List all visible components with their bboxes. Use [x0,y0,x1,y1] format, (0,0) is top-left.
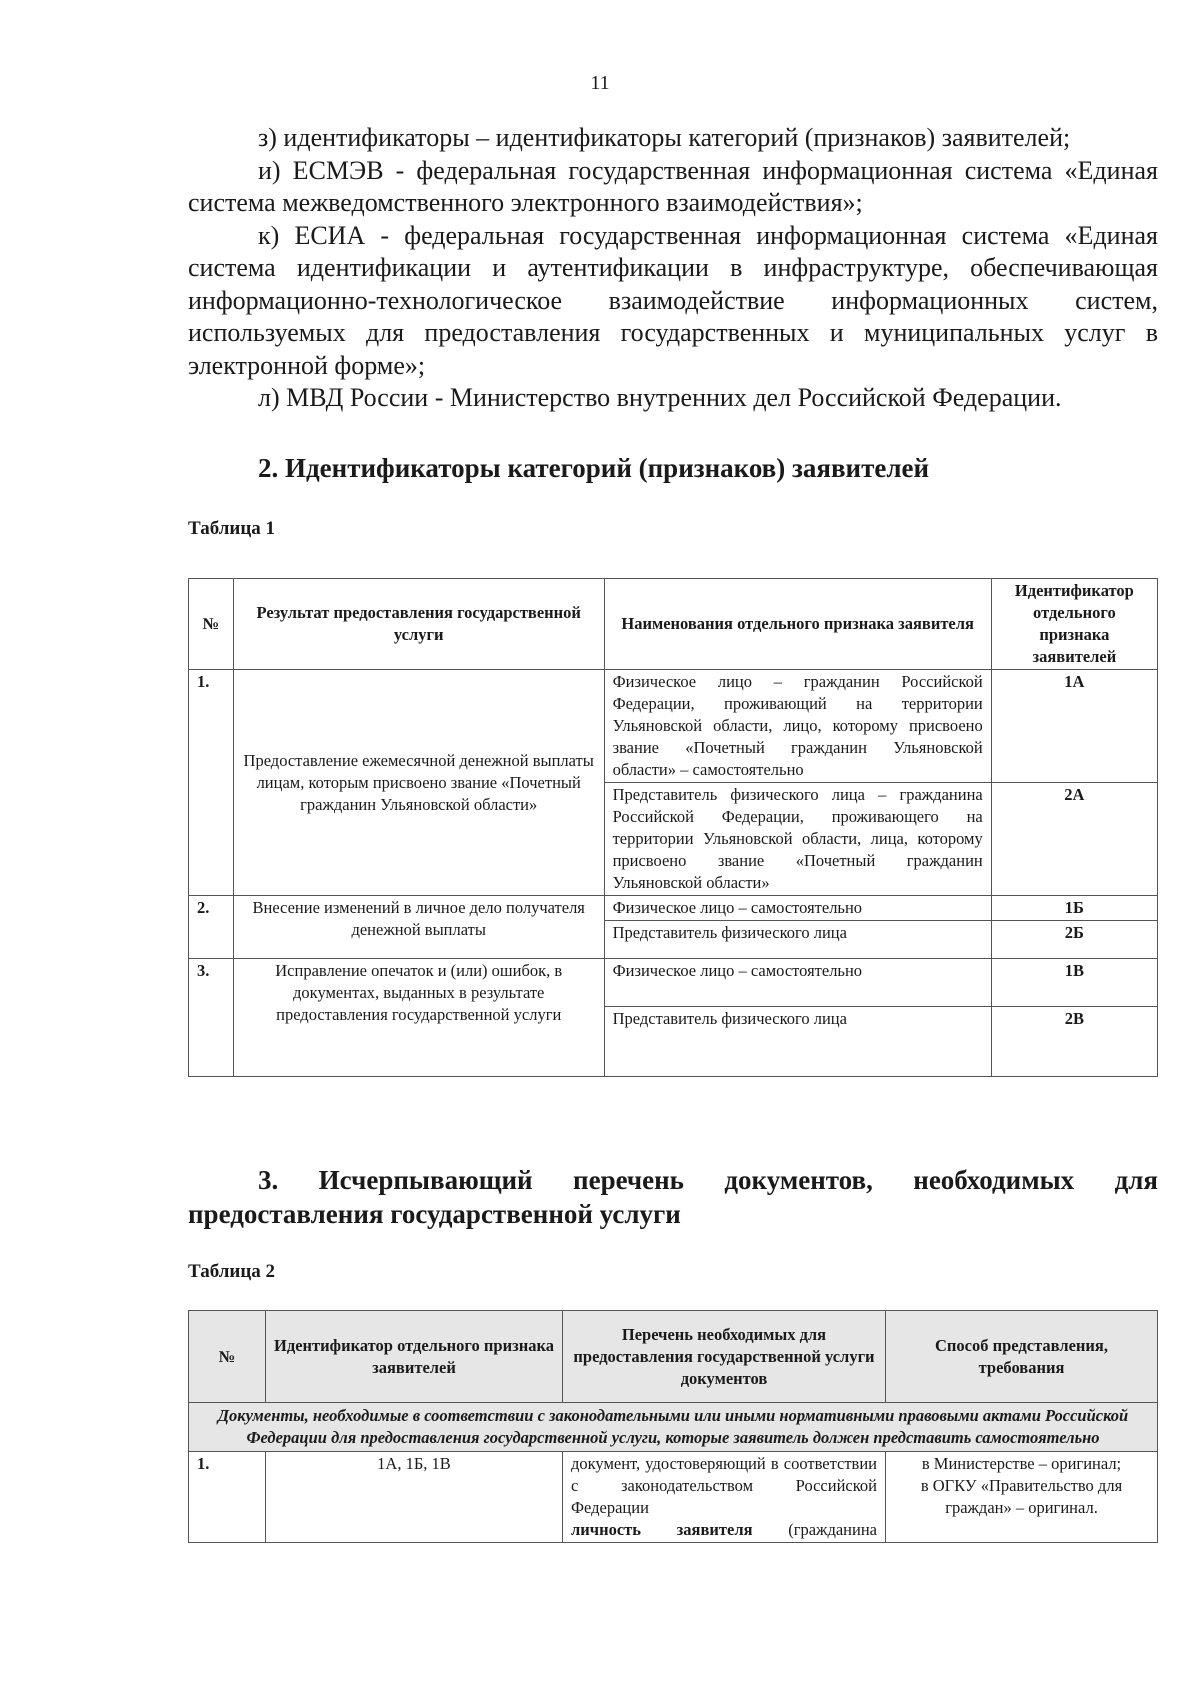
service-result: Внесение изменений в личное дело получателя денежной выплаты [233,896,604,959]
applicant-sign: Представитель физического лица – гражданина Российской Федерации, проживающего на территории Ульяновской области, лица, которому присвоено звание «Почетный гражданин Ульяновской области» [604,783,991,896]
definition-item: к) ЕСИА - федеральная государственная информационная система «Единая система идентификации и аутентификации в инфраструктуре, обеспечивающая информационно-технологическое взаимодействие информационных систем, используемых для предоставления государственных и муниципальных услуг в электронной форме»; [188,220,1158,380]
table-subheader-row [189,1403,1158,1452]
row-number: 1. [189,1452,266,1543]
applicant-sign: Физическое лицо – самостоятельно [604,959,991,1007]
section-heading-line: предоставления государственной услуги [188,1199,681,1229]
required-documents-table [188,1310,1158,1543]
sign-identifier: 2В [991,1007,1157,1077]
section-heading [188,1163,1158,1231]
column-header: Перечень необходимых для предоставления государственной услуги документов [563,1311,886,1403]
row-number: 1. [189,670,234,896]
document-text-emphasis: личность заявителя [571,1520,753,1539]
section-heading-line: 3. Исчерпывающий перечень документов, необходимых для [258,1165,1158,1195]
sign-identifier: 1Б [991,896,1157,921]
sign-identifier: 2А [991,783,1157,896]
definition-item: л) МВД России - Министерство внутренних дел Российской Федерации. [258,383,1062,412]
column-header: Идентификатор отдельного признака заявителей [266,1311,563,1403]
column-header: Наименования отдельного признака заявителя [604,579,991,670]
service-result: Исправление опечаток и (или) ошибок, в документах, выданных в результате предоставления государственной услуги [233,959,604,1077]
table-header-row [189,579,1158,670]
applicant-categories-table [188,578,1158,1077]
document-description [563,1452,886,1543]
document-text: документ, удостоверяющий в соответствии с законодательством Российской Федерации [571,1454,877,1517]
column-header: Идентификатор отдельного признака заявителей [991,579,1157,670]
table-row [189,959,1158,1007]
definitions-list [188,122,1158,415]
submission-method-line: в ОГКУ «Правительство для граждан» – оригинал. [920,1476,1123,1517]
column-header: № [189,1311,266,1403]
column-header: № [189,579,234,670]
row-number: 3. [189,959,234,1077]
applicant-sign: Физическое лицо – гражданин Российской Федерации, проживающий на территории Ульяновской области, лицо, которому присвоено звание «Почетный гражданин Ульяновской области» – самостоятельно [604,670,991,783]
row-number: 2. [189,896,234,959]
sign-identifier: 2Б [991,921,1157,959]
definition-item: з) идентификаторы – идентификаторы категорий (признаков) заявителей; [258,123,1071,152]
page-number: 11 [590,72,610,94]
document-text: (гражданина [788,1520,877,1539]
column-header: Способ представления, требования [886,1311,1158,1403]
section-heading: 2. Идентификаторы категорий (признаков) заявителей [258,453,930,483]
table-header-row [189,1311,1158,1403]
table-caption: Таблица 1 [188,518,276,539]
table-row [189,896,1158,921]
column-header: Результат предоставления государственной услуги [233,579,604,670]
table-row [189,670,1158,783]
applicant-sign: Физическое лицо – самостоятельно [604,896,991,921]
table-row [189,1452,1158,1543]
applicant-sign: Представитель физического лица [604,1007,991,1077]
sign-identifier: 1В [991,959,1157,1007]
table-caption: Таблица 2 [188,1261,276,1282]
applicant-identifiers: 1А, 1Б, 1В [266,1452,563,1543]
sign-identifier: 1А [991,670,1157,783]
documents-group-heading: Документы, необходимые в соответствии с законодательными или иными нормативными правовыми актами Российской Федерации для предоставления государственной услуги, которые заявитель должен представить самостоятельно [189,1403,1158,1452]
applicant-sign: Представитель физического лица [604,921,991,959]
service-result: Предоставление ежемесячной денежной выплаты лицам, которым присвоено звание «Почетный гражданин Ульяновской области» [233,670,604,896]
definition-item: и) ЕСМЭВ - федеральная государственная информационная система «Единая система межведомственного электронного взаимодействия»; [188,155,1158,217]
submission-method-line: в Министерстве – оригинал; [921,1454,1122,1473]
submission-method [886,1452,1158,1543]
